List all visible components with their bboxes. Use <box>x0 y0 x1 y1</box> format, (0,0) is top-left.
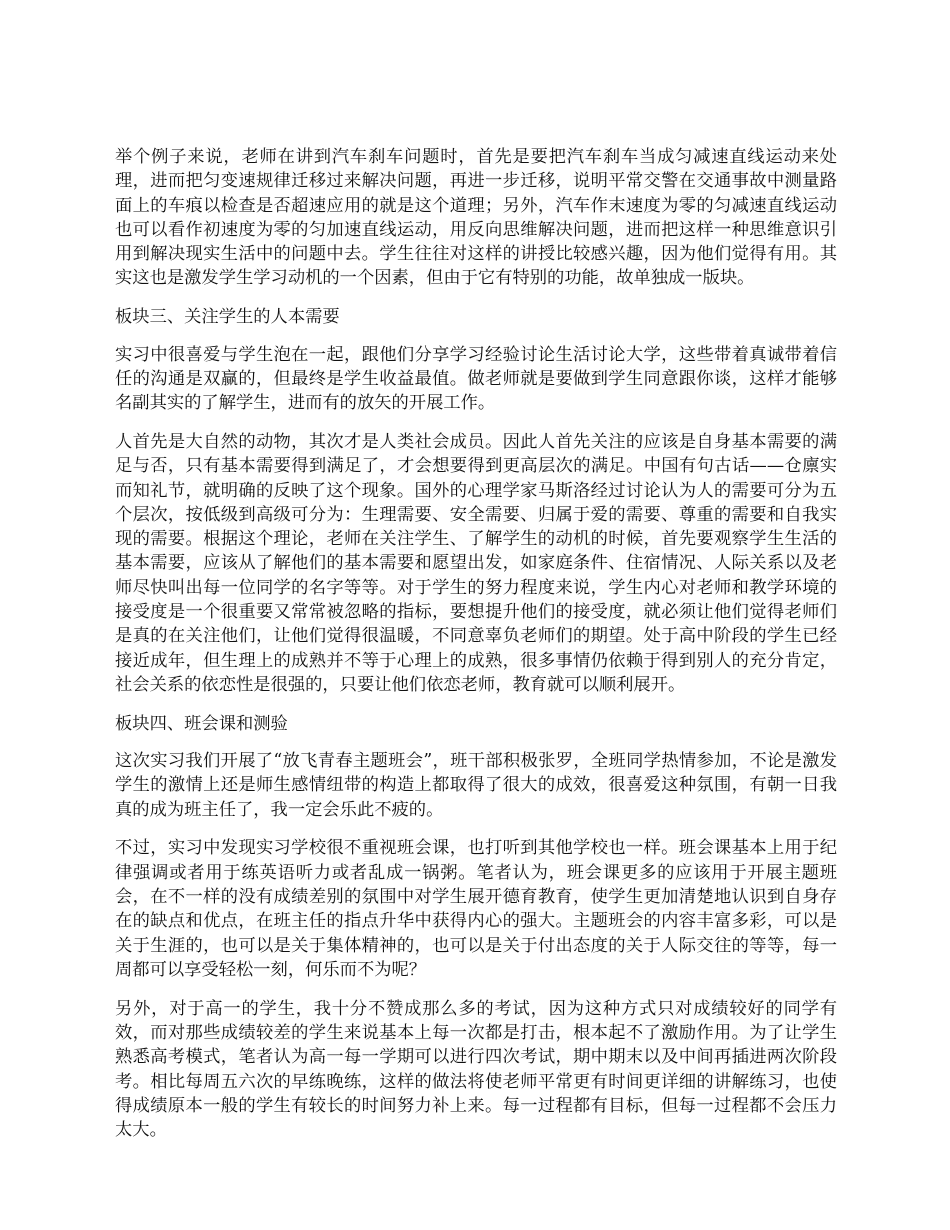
paragraph-class-meeting-neglect: 不过，实习中发现实习学校很不重视班会课，也打听到其他学校也一样。班会课基本上用于纪律强调或者用于练英语听力或者乱成一锅粥。笔者认为，班会课更多的应该用于开展主题班会，在不一样的没有成绩差别的氛围中对学生展开德育教育，使学生更加清楚地认识到自身存在的缺点和优点，在班主任的指点升华中获得内心的强大。主题班会的内容丰富多彩，可以是关于生涯的，也可以是关于集体精神的，也可以是关于付出态度的关于人际交往的等等，每一周都可以享受轻松一刻，何乐而不为呢？ <box>115 838 837 980</box>
paragraph-theme-class-meeting: 这次实习我们开展了“放飞青春主题班会”，班干部积极张罗，全班同学热情参加，不论是激发学生的激情上还是师生感情纽带的构造上都取得了很大的成效，很喜爱这种氛围，有朝一日我真的成为班主任了，我一定会乐此不疲的。 <box>115 751 837 820</box>
paragraph-maslow-needs: 人首先是大自然的动物，其次才是人类社会成员。因此人首先关注的应该是自身基本需要的满足与否，只有基本需要得到满足了，才会想要得到更高层次的满足。中国有句古话——仓廪实而知礼节，就明确的反映了这个现象。国外的心理学家马斯洛经过讨论认为人的需要可分为五个层次，按低级到高级可分为：生理需要、安全需要、归属于爱的需要、尊重的需要和自我实现的需要。根据这个理论，老师在关注学生、了解学生的动机的时候，首先要观察学生生活的基本需要，应该从了解他们的基本需要和愿望出发，如家庭条件、住宿情况、人际关系以及老师尽快叫出每一位同学的名字等等。对于学生的努力程度来说，学生内心对老师和教学环境的接受度是一个很重要又常常被忽略的指标，要想提升他们的接受度，就必须让他们觉得老师们是真的在关注他们，让他们觉得很温暖，不同意辜负老师们的期望。处于高中阶段的学生已经接近成年，但生理上的成熟并不等于心理上的成熟，很多事情仍依赖于得到别人的充分肯定，社会关系的依恋性是很强的，只要让他们依恋老师，教育就可以顺利展开。 <box>115 431 837 695</box>
paragraph-exam-frequency: 另外，对于高一的学生，我十分不赞成那么多的考试，因为这种方式只对成绩较好的同学有效，而对那些成绩较差的学生来说基本上每一次都是打击，根本起不了激励作用。为了让学生熟悉高考模式，笔者认为高一每一学期可以进行四次考试，期中期末以及中间再插进两次阶段考。相比每周五六次的早练晚练，这样的做法将使老师平常更有时间更详细的讲解练习，也使得成绩原本一般的学生有较长的时间努力补上来。每一过程都有目标，但每一过程都不会压力太大。 <box>115 998 837 1141</box>
paragraph-time-with-students: 实习中很喜爱与学生泡在一起，跟他们分享学习经验讨论生活讨论大学，这些带着真诚带着信任的沟通是双赢的，但最终是学生收益最值。做老师就是要做到学生同意跟你谈，这样才能够名副其实的了解学生，进而有的放矢的开展工作。 <box>115 344 837 414</box>
document-page <box>115 145 837 1157</box>
section-heading-class-meetings-tests: 板块四、班会课和测验 <box>115 713 288 734</box>
section-heading-human-needs: 板块三、关注学生的人本需要 <box>115 307 340 328</box>
paragraph-car-braking-example: 举个例子来说，老师在讲到汽车刹车问题时，首先是要把汽车刹车当成匀减速直线运动来处理，进而把匀变速规律迁移过来解决问题，再进一步迁移，说明平常交警在交通事故中测量路面上的车痕以检查是否超速应用的就是这个道理；另外，汽车作末速度为零的匀减速直线运动也可以看作初速度为零的匀加速直线运动，用反向思维解决问题，进而把这样一种思维意识引用到解决现实生活中的问题中去。学生往往对这样的讲授比较感兴趣，因为他们觉得有用。其实这也是激发学生学习动机的一个因素，但由于它有特别的功能，故单独成一版块。 <box>115 147 837 289</box>
